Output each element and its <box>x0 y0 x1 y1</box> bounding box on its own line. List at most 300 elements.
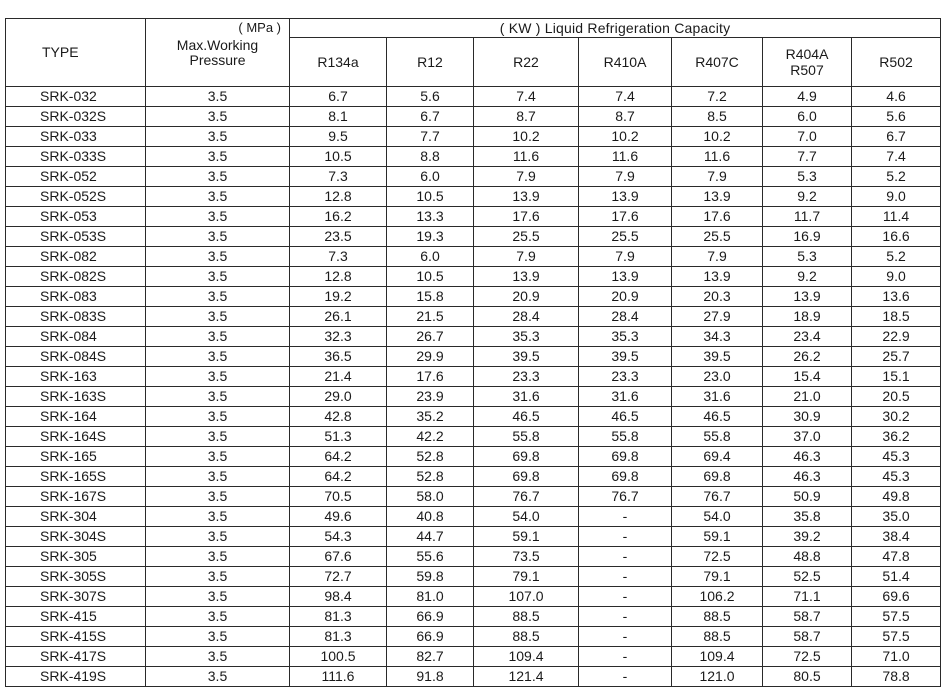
cell-r22: 54.0 <box>474 507 579 527</box>
cell-r404a-r507: 26.2 <box>763 347 852 367</box>
cell-pressure: 3.5 <box>146 327 290 347</box>
cell-r134a: 81.3 <box>290 627 387 647</box>
cell-r12: 40.8 <box>387 507 474 527</box>
cell-r22: 109.4 <box>474 647 579 667</box>
cell-r22: 10.2 <box>474 127 579 147</box>
cell-r22: 35.3 <box>474 327 579 347</box>
cell-r404a-r507: 13.9 <box>763 287 852 307</box>
cell-r410a: - <box>579 607 672 627</box>
cell-r502: 18.5 <box>852 307 941 327</box>
refrigerant-header-r12 <box>387 38 474 87</box>
table-row <box>6 247 941 267</box>
cell-r502: 16.6 <box>852 227 941 247</box>
cell-r12: 8.8 <box>387 147 474 167</box>
cell-type: SRK-033 <box>6 127 146 147</box>
cell-r134a: 6.7 <box>290 87 387 107</box>
cell-r502: 45.3 <box>852 447 941 467</box>
cell-r407c: 69.4 <box>672 447 763 467</box>
cell-pressure: 3.5 <box>146 507 290 527</box>
table-body <box>6 87 941 687</box>
refrigerant-label: R410A <box>603 54 647 70</box>
cell-r407c: 88.5 <box>672 627 763 647</box>
cell-type: SRK-163S <box>6 387 146 407</box>
cell-r12: 55.6 <box>387 547 474 567</box>
cell-r502: 30.2 <box>852 407 941 427</box>
cell-r404a-r507: 71.1 <box>763 587 852 607</box>
cell-r410a: 20.9 <box>579 287 672 307</box>
cell-type: SRK-052S <box>6 187 146 207</box>
cell-r410a: - <box>579 547 672 567</box>
cell-r404a-r507: 52.5 <box>763 567 852 587</box>
table-row <box>6 187 941 207</box>
cell-pressure: 3.5 <box>146 187 290 207</box>
cell-r404a-r507: 46.3 <box>763 447 852 467</box>
cell-r12: 19.3 <box>387 227 474 247</box>
cell-r22: 8.7 <box>474 107 579 127</box>
cell-r12: 81.0 <box>387 587 474 607</box>
cell-r134a: 12.8 <box>290 267 387 287</box>
cell-r134a: 54.3 <box>290 527 387 547</box>
cell-r404a-r507: 80.5 <box>763 667 852 687</box>
cell-r502: 13.6 <box>852 287 941 307</box>
refrigerant-label: R22 <box>513 54 539 70</box>
cell-pressure: 3.5 <box>146 427 290 447</box>
cell-type: SRK-084S <box>6 347 146 367</box>
cell-r502: 49.8 <box>852 487 941 507</box>
cell-r410a: 13.9 <box>579 267 672 287</box>
cell-r502: 78.8 <box>852 667 941 687</box>
cell-type: SRK-167S <box>6 487 146 507</box>
cell-r407c: 17.6 <box>672 207 763 227</box>
cell-type: SRK-053 <box>6 207 146 227</box>
cell-r12: 26.7 <box>387 327 474 347</box>
cell-r22: 69.8 <box>474 467 579 487</box>
cell-r407c: 13.9 <box>672 187 763 207</box>
cell-r134a: 98.4 <box>290 587 387 607</box>
refrigerant-header-r410a <box>579 38 672 87</box>
table-row <box>6 307 941 327</box>
cell-r404a-r507: 58.7 <box>763 627 852 647</box>
cell-pressure: 3.5 <box>146 587 290 607</box>
table-row <box>6 367 941 387</box>
cell-pressure: 3.5 <box>146 627 290 647</box>
cell-type: SRK-415 <box>6 607 146 627</box>
cell-r410a: - <box>579 527 672 547</box>
cell-r404a-r507: 72.5 <box>763 647 852 667</box>
cell-r410a: 7.9 <box>579 167 672 187</box>
cell-r410a: - <box>579 567 672 587</box>
cell-r134a: 12.8 <box>290 187 387 207</box>
capacity-header: ( KW ) Liquid Refrigeration Capacity <box>290 19 941 38</box>
refrigerant-label: R404A <box>785 46 829 62</box>
cell-r22: 39.5 <box>474 347 579 367</box>
cell-r410a: 69.8 <box>579 447 672 467</box>
table-row <box>6 87 941 107</box>
cell-r407c: 7.2 <box>672 87 763 107</box>
cell-r12: 82.7 <box>387 647 474 667</box>
table-row <box>6 407 941 427</box>
cell-type: SRK-164S <box>6 427 146 447</box>
cell-r404a-r507: 9.2 <box>763 187 852 207</box>
table-row <box>6 447 941 467</box>
cell-r134a: 49.6 <box>290 507 387 527</box>
cell-r410a: 39.5 <box>579 347 672 367</box>
cell-r502: 6.7 <box>852 127 941 147</box>
cell-r404a-r507: 5.3 <box>763 167 852 187</box>
table-row <box>6 207 941 227</box>
cell-r12: 6.0 <box>387 247 474 267</box>
cell-type: SRK-032 <box>6 87 146 107</box>
cell-r407c: 27.9 <box>672 307 763 327</box>
cell-r502: 51.4 <box>852 567 941 587</box>
cell-r12: 17.6 <box>387 367 474 387</box>
cell-r12: 15.8 <box>387 287 474 307</box>
cell-r12: 42.2 <box>387 427 474 447</box>
cell-r410a: - <box>579 627 672 647</box>
cell-r407c: 39.5 <box>672 347 763 367</box>
cell-r22: 7.9 <box>474 167 579 187</box>
cell-r502: 9.0 <box>852 267 941 287</box>
cell-r410a: - <box>579 667 672 687</box>
cell-type: SRK-305S <box>6 567 146 587</box>
cell-r407c: 7.9 <box>672 247 763 267</box>
cell-type: SRK-053S <box>6 227 146 247</box>
cell-r502: 36.2 <box>852 427 941 447</box>
cell-r134a: 32.3 <box>290 327 387 347</box>
cell-type: SRK-164 <box>6 407 146 427</box>
cell-r12: 21.5 <box>387 307 474 327</box>
cell-r22: 7.4 <box>474 87 579 107</box>
cell-r134a: 72.7 <box>290 567 387 587</box>
cell-pressure: 3.5 <box>146 667 290 687</box>
cell-type: SRK-417S <box>6 647 146 667</box>
cell-r410a: 23.3 <box>579 367 672 387</box>
cell-r134a: 9.5 <box>290 127 387 147</box>
cell-type: SRK-305 <box>6 547 146 567</box>
cell-r404a-r507: 58.7 <box>763 607 852 627</box>
cell-type: SRK-165S <box>6 467 146 487</box>
cell-r404a-r507: 16.9 <box>763 227 852 247</box>
cell-r404a-r507: 18.9 <box>763 307 852 327</box>
cell-pressure: 3.5 <box>146 527 290 547</box>
refrigerant-header-r407c <box>672 38 763 87</box>
cell-r502: 5.2 <box>852 247 941 267</box>
cell-r404a-r507: 5.3 <box>763 247 852 267</box>
cell-r22: 20.9 <box>474 287 579 307</box>
table-row <box>6 427 941 447</box>
table-row <box>6 127 941 147</box>
cell-r404a-r507: 50.9 <box>763 487 852 507</box>
pressure-label-line2: Pressure <box>189 51 246 68</box>
cell-r410a: 69.8 <box>579 467 672 487</box>
cell-pressure: 3.5 <box>146 407 290 427</box>
cell-r404a-r507: 11.7 <box>763 207 852 227</box>
cell-r502: 7.4 <box>852 147 941 167</box>
cell-type: SRK-165 <box>6 447 146 467</box>
cell-r22: 88.5 <box>474 627 579 647</box>
cell-r407c: 69.8 <box>672 467 763 487</box>
cell-pressure: 3.5 <box>146 147 290 167</box>
cell-r502: 47.8 <box>852 547 941 567</box>
cell-pressure: 3.5 <box>146 307 290 327</box>
cell-r134a: 81.3 <box>290 607 387 627</box>
cell-r407c: 20.3 <box>672 287 763 307</box>
cell-r502: 25.7 <box>852 347 941 367</box>
refrigerant-label: R12 <box>417 54 443 70</box>
cell-r502: 69.6 <box>852 587 941 607</box>
cell-r407c: 54.0 <box>672 507 763 527</box>
cell-r502: 45.3 <box>852 467 941 487</box>
cell-r134a: 42.8 <box>290 407 387 427</box>
cell-r407c: 121.0 <box>672 667 763 687</box>
cell-r407c: 72.5 <box>672 547 763 567</box>
cell-type: SRK-307S <box>6 587 146 607</box>
cell-pressure: 3.5 <box>146 87 290 107</box>
cell-r410a: 35.3 <box>579 327 672 347</box>
cell-type: SRK-304S <box>6 527 146 547</box>
cell-r12: 6.7 <box>387 107 474 127</box>
refrigerant-label: R502 <box>879 54 913 70</box>
cell-pressure: 3.5 <box>146 547 290 567</box>
cell-r12: 23.9 <box>387 387 474 407</box>
cell-r407c: 46.5 <box>672 407 763 427</box>
cell-r410a: 76.7 <box>579 487 672 507</box>
cell-r134a: 64.2 <box>290 467 387 487</box>
cell-pressure: 3.5 <box>146 167 290 187</box>
cell-r407c: 76.7 <box>672 487 763 507</box>
cell-r12: 52.8 <box>387 467 474 487</box>
cell-pressure: 3.5 <box>146 467 290 487</box>
cell-type: SRK-163 <box>6 367 146 387</box>
cell-r12: 35.2 <box>387 407 474 427</box>
cell-type: SRK-084 <box>6 327 146 347</box>
cell-r410a: 28.4 <box>579 307 672 327</box>
cell-r134a: 51.3 <box>290 427 387 447</box>
cell-r134a: 67.6 <box>290 547 387 567</box>
table-row <box>6 627 941 647</box>
cell-r404a-r507: 48.8 <box>763 547 852 567</box>
cell-r134a: 111.6 <box>290 667 387 687</box>
cell-r12: 13.3 <box>387 207 474 227</box>
table-row <box>6 147 941 167</box>
cell-r22: 73.5 <box>474 547 579 567</box>
cell-type: SRK-415S <box>6 627 146 647</box>
cell-type: SRK-032S <box>6 107 146 127</box>
cell-type: SRK-083 <box>6 287 146 307</box>
table-row <box>6 347 941 367</box>
cell-pressure: 3.5 <box>146 347 290 367</box>
cell-r134a: 36.5 <box>290 347 387 367</box>
cell-r404a-r507: 15.4 <box>763 367 852 387</box>
cell-r12: 29.9 <box>387 347 474 367</box>
cell-r12: 91.8 <box>387 667 474 687</box>
cell-r12: 58.0 <box>387 487 474 507</box>
table-row <box>6 167 941 187</box>
cell-r502: 4.6 <box>852 87 941 107</box>
table-row <box>6 327 941 347</box>
cell-r410a: - <box>579 507 672 527</box>
cell-r407c: 8.5 <box>672 107 763 127</box>
refrigerant-label: R407C <box>695 54 739 70</box>
cell-r502: 71.0 <box>852 647 941 667</box>
cell-r407c: 88.5 <box>672 607 763 627</box>
cell-r404a-r507: 6.0 <box>763 107 852 127</box>
pressure-header <box>146 38 290 87</box>
table-row <box>6 507 941 527</box>
table-row <box>6 667 941 687</box>
cell-r22: 13.9 <box>474 187 579 207</box>
cell-r502: 5.6 <box>852 107 941 127</box>
cell-pressure: 3.5 <box>146 647 290 667</box>
cell-r404a-r507: 30.9 <box>763 407 852 427</box>
cell-r407c: 7.9 <box>672 167 763 187</box>
table-row <box>6 567 941 587</box>
cell-r410a: 46.5 <box>579 407 672 427</box>
refrigerant-header-r134a <box>290 38 387 87</box>
table-row <box>6 107 941 127</box>
cell-r410a: 8.7 <box>579 107 672 127</box>
cell-r502: 22.9 <box>852 327 941 347</box>
cell-r12: 10.5 <box>387 187 474 207</box>
cell-r22: 23.3 <box>474 367 579 387</box>
cell-pressure: 3.5 <box>146 127 290 147</box>
cell-r134a: 19.2 <box>290 287 387 307</box>
cell-r134a: 7.3 <box>290 167 387 187</box>
cell-r407c: 34.3 <box>672 327 763 347</box>
cell-r12: 66.9 <box>387 607 474 627</box>
cell-pressure: 3.5 <box>146 267 290 287</box>
cell-r502: 57.5 <box>852 627 941 647</box>
cell-r404a-r507: 39.2 <box>763 527 852 547</box>
cell-r404a-r507: 35.8 <box>763 507 852 527</box>
cell-r22: 25.5 <box>474 227 579 247</box>
cell-r134a: 70.5 <box>290 487 387 507</box>
cell-pressure: 3.5 <box>146 107 290 127</box>
cell-r12: 10.5 <box>387 267 474 287</box>
refrigerant-label: R134a <box>317 54 359 70</box>
cell-type: SRK-083S <box>6 307 146 327</box>
cell-pressure: 3.5 <box>146 227 290 247</box>
cell-r134a: 16.2 <box>290 207 387 227</box>
pressure-unit-header: ( MPa ) <box>146 19 290 38</box>
cell-r134a: 23.5 <box>290 227 387 247</box>
cell-r410a: 7.4 <box>579 87 672 107</box>
cell-r22: 59.1 <box>474 527 579 547</box>
cell-r22: 13.9 <box>474 267 579 287</box>
cell-pressure: 3.5 <box>146 567 290 587</box>
cell-r502: 57.5 <box>852 607 941 627</box>
cell-pressure: 3.5 <box>146 447 290 467</box>
table-row <box>6 487 941 507</box>
table-row <box>6 227 941 247</box>
cell-r407c: 10.2 <box>672 127 763 147</box>
cell-r404a-r507: 23.4 <box>763 327 852 347</box>
cell-r134a: 26.1 <box>290 307 387 327</box>
cell-r134a: 29.0 <box>290 387 387 407</box>
cell-type: SRK-052 <box>6 167 146 187</box>
cell-r134a: 8.1 <box>290 107 387 127</box>
cell-r407c: 23.0 <box>672 367 763 387</box>
table-row <box>6 547 941 567</box>
cell-r502: 15.1 <box>852 367 941 387</box>
cell-r404a-r507: 46.3 <box>763 467 852 487</box>
cell-r407c: 55.8 <box>672 427 763 447</box>
cell-r410a: 17.6 <box>579 207 672 227</box>
cell-pressure: 3.5 <box>146 487 290 507</box>
pressure-label-line1: Max.Working <box>176 36 259 53</box>
cell-r22: 55.8 <box>474 427 579 447</box>
cell-r407c: 59.1 <box>672 527 763 547</box>
cell-r410a: 10.2 <box>579 127 672 147</box>
table-row <box>6 387 941 407</box>
cell-r407c: 79.1 <box>672 567 763 587</box>
table-row <box>6 467 941 487</box>
cell-r134a: 64.2 <box>290 447 387 467</box>
table-row <box>6 267 941 287</box>
refrigerant-label-line2: R507 <box>790 62 824 78</box>
cell-r410a: 13.9 <box>579 187 672 207</box>
cell-r22: 11.6 <box>474 147 579 167</box>
cell-r404a-r507: 4.9 <box>763 87 852 107</box>
cell-r22: 28.4 <box>474 307 579 327</box>
cell-r407c: 106.2 <box>672 587 763 607</box>
capacity-table-container <box>5 18 941 687</box>
cell-r502: 35.0 <box>852 507 941 527</box>
type-header: TYPE <box>6 19 146 87</box>
cell-r12: 44.7 <box>387 527 474 547</box>
cell-r134a: 100.5 <box>290 647 387 667</box>
cell-r12: 66.9 <box>387 627 474 647</box>
cell-r22: 7.9 <box>474 247 579 267</box>
table-row <box>6 587 941 607</box>
cell-r12: 5.6 <box>387 87 474 107</box>
cell-r410a: - <box>579 587 672 607</box>
cell-r134a: 7.3 <box>290 247 387 267</box>
refrigeration-capacity-table <box>5 18 941 687</box>
cell-r407c: 31.6 <box>672 387 763 407</box>
table-row <box>6 607 941 627</box>
cell-r22: 79.1 <box>474 567 579 587</box>
cell-r404a-r507: 37.0 <box>763 427 852 447</box>
table-row <box>6 287 941 307</box>
cell-r410a: - <box>579 647 672 667</box>
cell-r12: 52.8 <box>387 447 474 467</box>
cell-r12: 7.7 <box>387 127 474 147</box>
cell-r502: 5.2 <box>852 167 941 187</box>
cell-r410a: 7.9 <box>579 247 672 267</box>
cell-type: SRK-033S <box>6 147 146 167</box>
cell-r410a: 25.5 <box>579 227 672 247</box>
table-row <box>6 647 941 667</box>
cell-r404a-r507: 7.7 <box>763 147 852 167</box>
cell-type: SRK-419S <box>6 667 146 687</box>
cell-r22: 69.8 <box>474 447 579 467</box>
cell-r502: 9.0 <box>852 187 941 207</box>
cell-r410a: 31.6 <box>579 387 672 407</box>
cell-r404a-r507: 21.0 <box>763 387 852 407</box>
cell-r502: 11.4 <box>852 207 941 227</box>
refrigerant-header-r404a-r507 <box>763 38 852 87</box>
cell-r410a: 11.6 <box>579 147 672 167</box>
cell-r407c: 25.5 <box>672 227 763 247</box>
cell-r22: 76.7 <box>474 487 579 507</box>
cell-type: SRK-082S <box>6 267 146 287</box>
cell-r134a: 21.4 <box>290 367 387 387</box>
cell-pressure: 3.5 <box>146 247 290 267</box>
refrigerant-header-r22 <box>474 38 579 87</box>
table-row <box>6 527 941 547</box>
cell-pressure: 3.5 <box>146 207 290 227</box>
